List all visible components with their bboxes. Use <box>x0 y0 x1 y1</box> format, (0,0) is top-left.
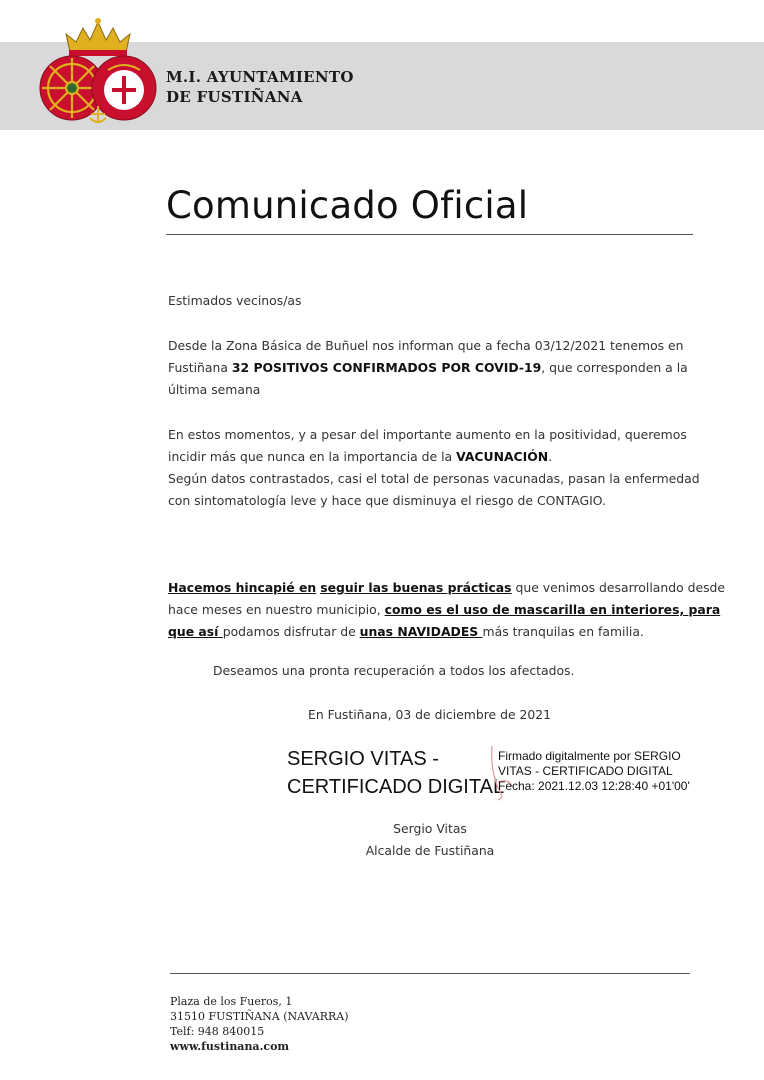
positives-count-highlight: 32 POSITIVOS CONFIRMADOS POR COVID-19 <box>231 360 542 375</box>
paragraph-cases <box>168 335 692 401</box>
para2-line4: con sintomatología leve y hace que disminuya el riesgo de CONTAGIO. <box>168 493 606 508</box>
footer-website-link[interactable]: www.fustinana.com <box>170 1040 290 1053</box>
para2-text: incidir más que nunca en la importancia de la <box>168 449 457 464</box>
salutation: Estimados vecinos/as <box>168 293 302 308</box>
footer-divider <box>170 973 690 974</box>
signature-info-line2: VITAS - CERTIFICADO DIGITAL <box>498 764 673 778</box>
emphasis-text: unas NAVIDADES <box>359 624 483 639</box>
footer-city: 31510 FUSTIÑANA (NAVARRA) <box>170 1010 349 1023</box>
paragraph-practices <box>168 577 726 643</box>
coat-of-arms-logo <box>36 14 160 126</box>
signer-block <box>330 818 530 862</box>
footer-address: Plaza de los Fueros, 1 <box>170 995 293 1008</box>
title-divider <box>166 234 693 235</box>
para3-line2 <box>168 599 721 621</box>
signer-name: Sergio Vitas <box>393 821 467 836</box>
para2-line1: En estos momentos, y a pesar del importante aumento en la positividad, queremos <box>168 427 687 442</box>
emphasis-text: que así <box>168 624 223 639</box>
organization-name <box>166 67 354 107</box>
place-and-date: En Fustiñana, 03 de diciembre de 2021 <box>308 707 552 722</box>
digital-signature-name <box>287 745 504 801</box>
para2-line2 <box>168 446 692 468</box>
para1-line3: última semana <box>168 382 261 397</box>
signature-info-line1: Firmado digitalmente por SERGIO <box>498 749 681 763</box>
closing-wish: Deseamos una pronta recuperación a todos los afectados. <box>213 663 575 678</box>
para1-text-end: , que corresponden a la <box>541 360 688 375</box>
emphasis-text: Hacemos hincapié en <box>168 580 317 595</box>
para1-text: Fustiñana <box>168 360 232 375</box>
digital-signature-info <box>498 749 690 794</box>
vaccination-highlight: VACUNACIÓN <box>456 449 549 464</box>
para3-text: podamos disfrutar de <box>222 624 360 639</box>
org-name-line2: DE FUSTIÑANA <box>166 88 303 106</box>
para3-line1 <box>168 577 726 599</box>
signature-timestamp: Fecha: 2021.12.03 12:28:40 +01'00' <box>498 779 690 793</box>
signature-name-line2: CERTIFICADO DIGITAL <box>287 776 505 798</box>
emphasis-text: seguir las buenas prácticas <box>320 580 512 595</box>
para2-text-end: . <box>548 449 553 464</box>
signature-name-line1: SERGIO VITAS - <box>287 748 439 770</box>
org-name-line1: M.I. AYUNTAMIENTO <box>166 68 354 86</box>
para1-line2 <box>168 357 692 379</box>
footer-phone: Telf: 948 840015 <box>170 1025 265 1038</box>
para2-line3: Según datos contrastados, casi el total de personas vacunadas, pasan la enfermedad <box>168 471 700 486</box>
para3-line3 <box>168 621 692 643</box>
para3-text: que venimos desarrollando desde <box>511 580 726 595</box>
para3-text: hace meses en nuestro municipio, <box>168 602 385 617</box>
footer-contact <box>170 994 349 1054</box>
emphasis-text: como es el uso de mascarilla en interiores, para <box>384 602 721 617</box>
para3-text: más tranquilas en familia. <box>482 624 644 639</box>
document-title: Comunicado Oficial <box>166 184 529 227</box>
paragraph-vaccination <box>168 424 700 512</box>
signer-role: Alcalde de Fustiñana <box>365 843 495 858</box>
para1-line1: Desde la Zona Básica de Buñuel nos informan que a fecha 03/12/2021 tenemos en <box>168 338 684 353</box>
